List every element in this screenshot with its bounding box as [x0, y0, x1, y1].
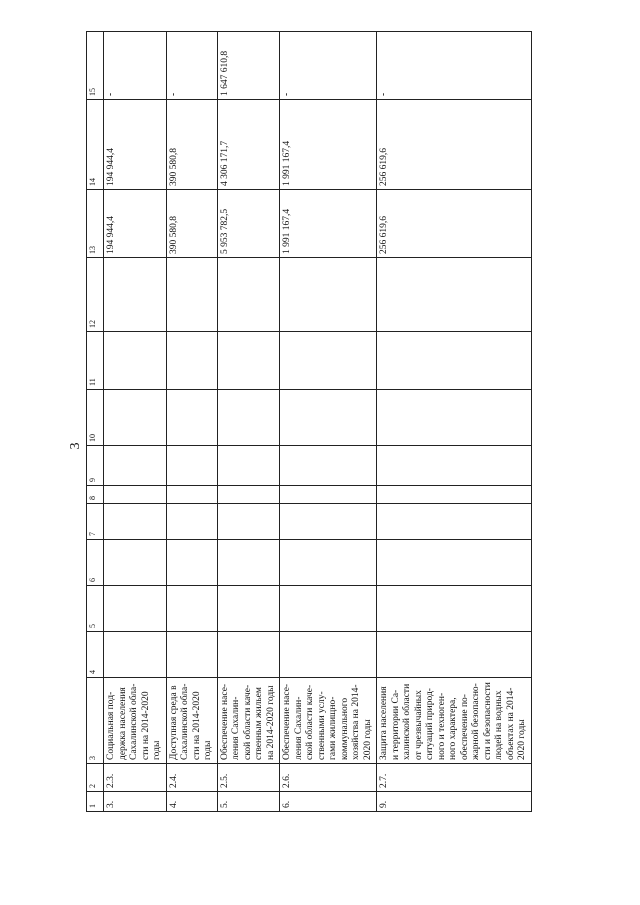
column-header: 10 [87, 390, 104, 446]
table-cell [104, 504, 167, 540]
row-number: 3. [104, 792, 167, 812]
table-cell [280, 446, 377, 486]
table-cell [280, 540, 377, 586]
table-cell [377, 258, 532, 332]
amount-col14: 390 580,8 [166, 100, 217, 190]
table-cell [217, 486, 280, 504]
amount-col15: - [166, 32, 217, 100]
amount-col15: - [280, 32, 377, 100]
table-cell [217, 446, 280, 486]
column-header: 3 [87, 678, 104, 764]
table-cell [104, 586, 167, 632]
table-row [217, 32, 280, 812]
program-name: Защита населения и территории Са-халинской области от чрезвычайных ситуаций природ-ного и техноген-ного характера, обеспечение по-жарной безопасно-сти и безопасности людей на водных объектах на 2014-2020 годы [377, 678, 532, 764]
total-amount: 5 953 782,5 [217, 190, 280, 258]
program-code: 2.4. [166, 764, 217, 792]
total-amount: 256 619,6 [377, 190, 532, 258]
amount-col15: 1 647 610,8 [217, 32, 280, 100]
column-header: 9 [87, 446, 104, 486]
table-cell [104, 632, 167, 678]
program-funding-table [86, 31, 532, 812]
column-header: 13 [87, 190, 104, 258]
table-cell [217, 258, 280, 332]
program-code: 2.6. [280, 764, 377, 792]
column-header: 6 [87, 540, 104, 586]
program-name: Доступная среда в Сахалинской обла-сти на 2014-2020 годы [166, 678, 217, 764]
program-name: Обеспечение насе-ления Сахалин-ской области каче-ственными услу-гами жилищно-коммунального хозяйства на 2014-2020 годы [280, 678, 377, 764]
column-header: 4 [87, 632, 104, 678]
column-header: 7 [87, 504, 104, 540]
table-cell [166, 632, 217, 678]
table-canvas [86, 32, 527, 812]
table-row [280, 32, 377, 812]
table-cell [377, 632, 532, 678]
table-cell [217, 332, 280, 390]
table-cell [217, 504, 280, 540]
total-amount: 390 580,8 [166, 190, 217, 258]
program-name: Социальная под-держка населения Сахалинской обла-сти на 2014-2020 годы [104, 678, 167, 764]
table-cell [104, 446, 167, 486]
table-cell [104, 486, 167, 504]
table-cell [280, 504, 377, 540]
program-code: 2.5. [217, 764, 280, 792]
program-code: 2.3. [104, 764, 167, 792]
column-header: 8 [87, 486, 104, 504]
row-number: 9. [377, 792, 532, 812]
amount-col15: - [377, 32, 532, 100]
table-cell [166, 586, 217, 632]
table-cell [280, 390, 377, 446]
amount-col15: - [104, 32, 167, 100]
table-cell [104, 258, 167, 332]
amount-col14: 4 306 171,7 [217, 100, 280, 190]
row-number: 6. [280, 792, 377, 812]
table-cell [166, 258, 217, 332]
table-cell [217, 540, 280, 586]
table-cell [280, 632, 377, 678]
column-header: 15 [87, 32, 104, 100]
column-header: 11 [87, 332, 104, 390]
row-number: 4. [166, 792, 217, 812]
table-cell [166, 486, 217, 504]
table-cell [280, 586, 377, 632]
row-number: 5. [217, 792, 280, 812]
table-cell [377, 446, 532, 486]
table-cell [377, 504, 532, 540]
amount-col14: 1 991 167,4 [280, 100, 377, 190]
rotated-table-frame [86, 32, 527, 822]
amount-col14: 256 619,6 [377, 100, 532, 190]
table-cell [377, 586, 532, 632]
table-row [377, 32, 532, 812]
table-cell [104, 332, 167, 390]
table-row [104, 32, 167, 812]
table-cell [166, 540, 217, 586]
table-cell [280, 332, 377, 390]
table-cell [280, 258, 377, 332]
table-cell [104, 390, 167, 446]
table-cell [166, 390, 217, 446]
amount-col14: 194 944,4 [104, 100, 167, 190]
table-cell [166, 446, 217, 486]
column-header: 14 [87, 100, 104, 190]
column-header: 5 [87, 586, 104, 632]
total-amount: 1 991 167,4 [280, 190, 377, 258]
table-cell [377, 332, 532, 390]
column-header: 1 [87, 792, 104, 812]
column-header: 12 [87, 258, 104, 332]
table-cell [217, 632, 280, 678]
program-name: Обеспечение насе-ления Сахалин-ской области каче-ственным жильем на 2014-2020 годы [217, 678, 280, 764]
table-cell [377, 540, 532, 586]
column-number-row [87, 32, 104, 812]
table-cell [217, 390, 280, 446]
table-cell [377, 390, 532, 446]
table-cell [166, 332, 217, 390]
table-row [166, 32, 217, 812]
table-cell [217, 586, 280, 632]
page-number: 3 [68, 442, 83, 450]
table-cell [104, 540, 167, 586]
table-cell [377, 486, 532, 504]
program-code: 2.7. [377, 764, 532, 792]
total-amount: 194 944,4 [104, 190, 167, 258]
column-header: 2 [87, 764, 104, 792]
table-cell [280, 486, 377, 504]
table-cell [166, 504, 217, 540]
